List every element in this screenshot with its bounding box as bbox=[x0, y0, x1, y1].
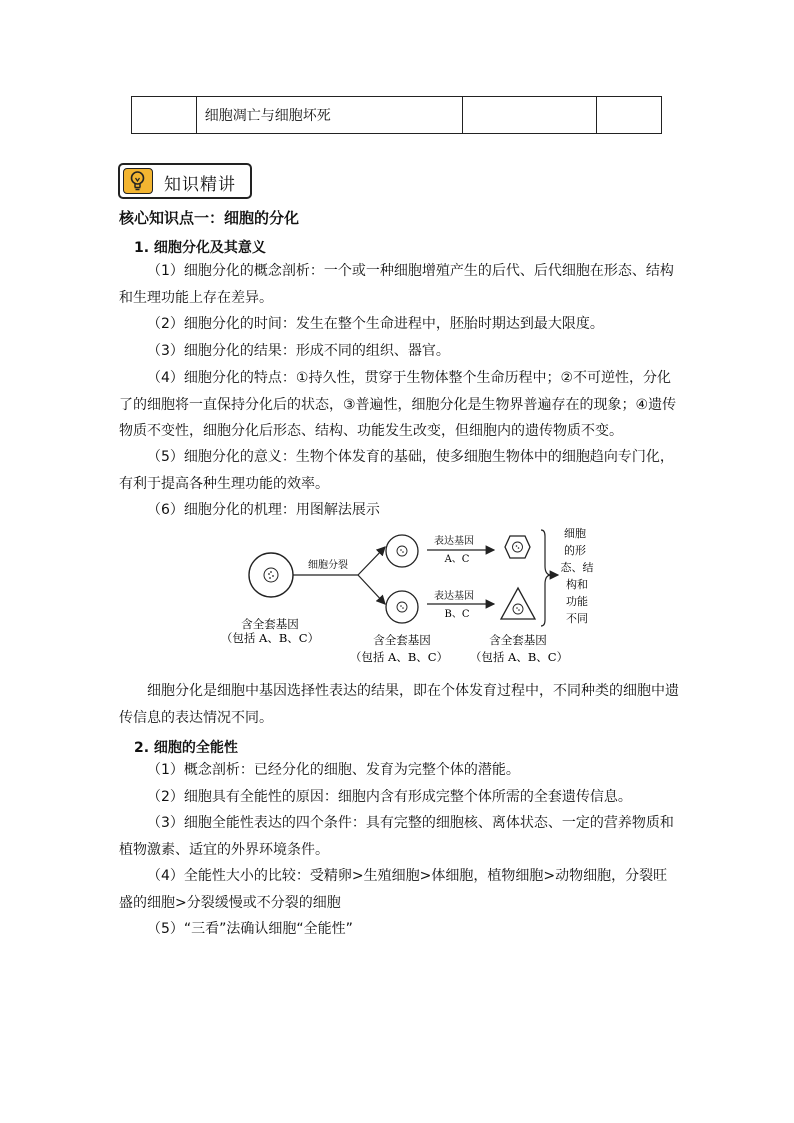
paragraph: （2）细胞具有全能性的原因：细胞内含有形成完整个体所需的全套遗传信息。 bbox=[147, 789, 632, 805]
table-cell bbox=[462, 97, 596, 134]
subsection-title-1: 1. 细胞分化及其意义 bbox=[134, 240, 266, 256]
result-line: 的形 bbox=[564, 544, 586, 557]
table-cell-topic: 细胞凋亡与细胞坏死 bbox=[196, 97, 462, 134]
genes-bottom: B、C bbox=[444, 609, 470, 620]
paragraph: （2）细胞分化的时间：发生在整个生命进程中，胚胎时期达到最大限度。 bbox=[147, 316, 604, 332]
badge-title: 知识精讲 bbox=[164, 175, 236, 195]
result-line: 态、结 bbox=[560, 561, 594, 574]
paragraph: （3）细胞分化的结果：形成不同的组织、器官。 bbox=[147, 343, 450, 359]
paragraph: （4）全能性大小的比较：受精卵>生殖细胞>体细胞，植物细胞>动物细胞，分裂旺盛的细胞>分裂缓慢或不分裂的细胞 bbox=[119, 868, 668, 911]
lightbulb-icon bbox=[123, 168, 153, 194]
branch-arrow-top bbox=[358, 547, 385, 575]
full-genes-label-left: 含全套基因 bbox=[241, 617, 299, 631]
brace bbox=[541, 530, 550, 626]
table-cell bbox=[132, 97, 197, 134]
express-label-bottom: 表达基因 bbox=[434, 591, 474, 602]
table-cell bbox=[597, 97, 662, 134]
section-badge bbox=[118, 163, 252, 199]
paragraph: （1）细胞分化的概念剖析：一个或一种细胞增殖产生的后代、后代细胞在形态、结构和生理功能上存在差异。 bbox=[119, 263, 674, 306]
includes-label-mid: （包括 A、B、C） bbox=[349, 650, 449, 664]
lesson-table bbox=[131, 96, 662, 134]
result-line: 构和 bbox=[566, 578, 588, 591]
subsection-title-2: 2. 细胞的全能性 bbox=[134, 740, 238, 756]
table-row bbox=[132, 97, 662, 134]
branch-arrow-bottom bbox=[358, 575, 385, 604]
result-line: 细胞 bbox=[564, 527, 586, 540]
includes-label-right: （包括 A、B、C） bbox=[469, 650, 569, 664]
parent-cell bbox=[249, 553, 293, 597]
full-genes-label-mid: 含全套基因 bbox=[373, 633, 431, 647]
genes-top: A、C bbox=[444, 554, 470, 565]
paragraph: （5）细胞分化的意义：生物个体发育的基础，使多细胞生物体中的细胞趋向专门化，有利于提高各种生理功能的效率。 bbox=[119, 449, 674, 492]
paragraph: 细胞分化是细胞中基因选择性表达的结果，即在个体发育过程中，不同种类的细胞中遗传信息的表达情况不同。 bbox=[119, 683, 679, 726]
paragraph: （3）细胞全能性表达的四个条件：具有完整的细胞核、离体状态、一定的营养物质和植物激素、适宜的外界环境条件。 bbox=[119, 815, 674, 858]
daughter-cell-top bbox=[386, 535, 418, 567]
section-title: 核心知识点一：细胞的分化 bbox=[119, 209, 300, 227]
express-label-top: 表达基因 bbox=[434, 536, 474, 547]
full-genes-label-right: 含全套基因 bbox=[489, 633, 547, 647]
paragraph: （4）细胞分化的特点：①持久性，贯穿于生物体整个生命历程中；②不可逆性，分化了的细胞将一直保持分化后的状态，③普遍性，细胞分化是生物界普遍存在的现象；④遗传物质不变性，细胞分化后形态、结构、功能发生改变，但细胞内的遗传物质不变。 bbox=[119, 370, 677, 439]
paragraph: （6）细胞分化的机理：用图解法展示 bbox=[147, 502, 380, 518]
paragraph: （1）概念剖析：已经分化的细胞、发育为完整个体的潜能。 bbox=[147, 762, 520, 778]
divide-label: 细胞分裂 bbox=[308, 560, 348, 571]
paragraph: （5）“三看”法确认细胞“全能性” bbox=[147, 921, 353, 937]
hexagon-cell bbox=[505, 536, 530, 558]
includes-label-left: （包括 A、B、C） bbox=[220, 631, 320, 645]
cell-differentiation-diagram bbox=[220, 522, 612, 674]
result-line: 不同 bbox=[566, 612, 588, 625]
daughter-cell-bottom bbox=[386, 591, 418, 623]
result-line: 功能 bbox=[566, 595, 588, 608]
